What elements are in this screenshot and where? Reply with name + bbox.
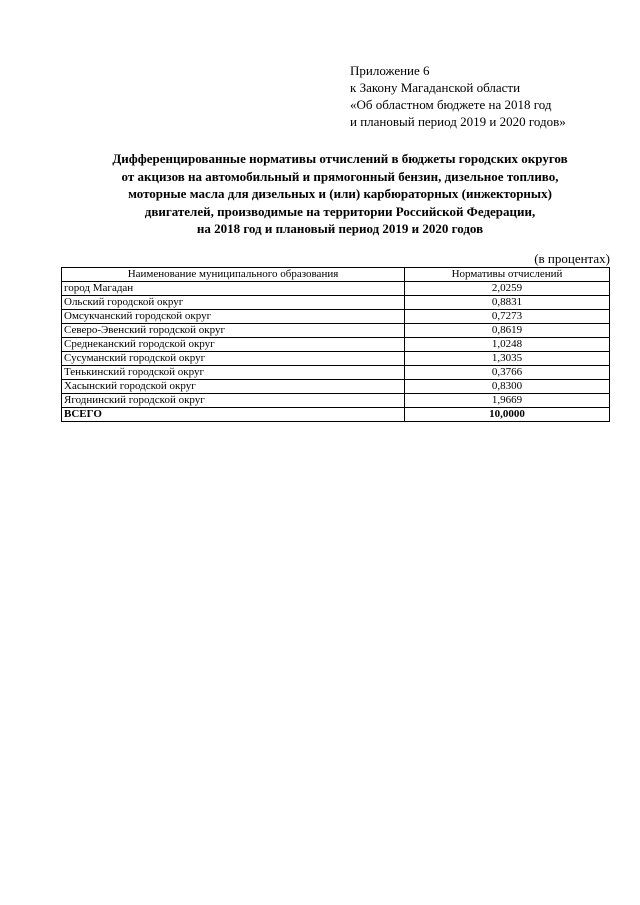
title-line: на 2018 год и плановый период 2019 и 2020 годов: [196, 221, 484, 236]
document-title: [40, 150, 640, 238]
title-line: моторные масла для дизельных и (или) карбюраторных (инжекторных): [128, 186, 552, 201]
municipality-name: Северо-Эвенский городской округ: [62, 324, 405, 338]
table-header-row: [62, 268, 610, 282]
table-row: [62, 296, 610, 310]
norm-value: 1,3035: [405, 352, 610, 366]
table-row: [62, 282, 610, 296]
title-line: от акцизов на автомобильный и прямогонный бензин, дизельное топливо,: [121, 168, 559, 184]
municipality-name: Хасынский городской округ: [62, 380, 405, 394]
appendix-line: и плановый период 2019 и 2020 годов»: [350, 114, 566, 129]
table-row: [62, 380, 610, 394]
appendix-header: [350, 62, 566, 130]
total-value: 10,0000: [405, 408, 610, 422]
norm-value: 0,8619: [405, 324, 610, 338]
table-row: [62, 324, 610, 338]
table-total-row: [62, 408, 610, 422]
norm-value: 2,0259: [405, 282, 610, 296]
norm-value: 0,7273: [405, 310, 610, 324]
table-row: [62, 352, 610, 366]
municipality-name: Тенькинский городской округ: [62, 366, 405, 380]
norm-value: 1,9669: [405, 394, 610, 408]
municipality-name: Ягоднинский городской округ: [62, 394, 405, 408]
total-label: ВСЕГО: [62, 408, 405, 422]
norm-value: 1,0248: [405, 338, 610, 352]
title-line: двигателей, производимые на территории Российской Федерации,: [144, 203, 536, 219]
table-row: [62, 338, 610, 352]
municipality-name: Сусуманский городской округ: [62, 352, 405, 366]
title-line: Дифференцированные нормативы отчислений в бюджеты городских округов: [112, 151, 568, 166]
table-row: [62, 394, 610, 408]
table-row: [62, 366, 610, 380]
column-header-name: Наименование муниципального образования: [62, 268, 405, 282]
table-row: [62, 310, 610, 324]
norm-value: 0,3766: [405, 366, 610, 380]
municipality-name: Среднеканский городской округ: [62, 338, 405, 352]
norm-value: 0,8300: [405, 380, 610, 394]
appendix-line: «Об областном бюджете на 2018 год: [350, 97, 552, 112]
municipality-name: Омсукчанский городской округ: [62, 310, 405, 324]
appendix-line: Приложение 6: [350, 63, 430, 78]
municipality-name: город Магадан: [62, 282, 405, 296]
appendix-line: к Закону Магаданской области: [350, 80, 521, 95]
norms-table: [61, 267, 610, 422]
norm-value: 0,8831: [405, 296, 610, 310]
municipality-name: Ольский городской округ: [62, 296, 405, 310]
column-header-value: Нормативы отчислений: [405, 268, 610, 282]
unit-note: (в процентах): [534, 251, 610, 266]
